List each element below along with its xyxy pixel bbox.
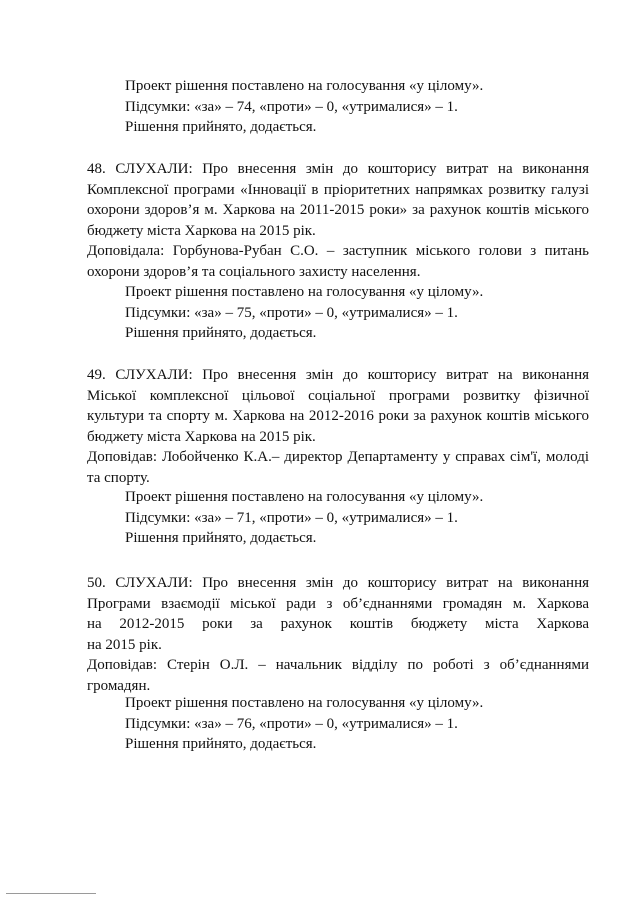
vote-decision: Рішення прийнято, додається. [125, 736, 317, 752]
vote-results: Підсумки: «за» – 76, «проти» – 0, «утрималися» – 1. [125, 715, 458, 732]
vote-block-top [125, 76, 483, 138]
vote-statement: Проект рішення поставлено на голосування «у цілому». [125, 78, 484, 94]
agenda-item-50 [87, 573, 589, 696]
heard-line: Комплексної програми «Інновації в пріоритетних напрямках розвитку галузі [87, 181, 589, 198]
agenda-item-48 [87, 159, 589, 282]
heard-line: Програми взаємодії міської ради з об’єднаннями громадян м. Харкова [87, 595, 589, 612]
agenda-item-49 [87, 365, 589, 488]
heard-line: на 2015 рік. [87, 636, 162, 653]
vote-decision: Рішення прийнято, додається. [125, 119, 317, 135]
footer-rule [6, 893, 96, 894]
heard-line: 50. СЛУХАЛИ: Про внесення змін до кошторису витрат на виконання [87, 575, 589, 591]
heard-line: культури та спорту м. Харкова на 2012-2016 роки за рахунок коштів міського [87, 408, 589, 424]
vote-statement: Проект рішення поставлено на голосування «у цілому». [125, 284, 484, 300]
vote-statement: Проект рішення поставлено на голосування «у цілому». [125, 695, 484, 711]
speaker-line: Доповідав: Стерін О.Л. – начальник відділу по роботі з об’єднаннями [87, 657, 589, 673]
vote-block-50 [125, 693, 483, 755]
vote-results: Підсумки: «за» – 75, «проти» – 0, «утрималися» – 1. [125, 304, 458, 321]
vote-block-48 [125, 282, 483, 344]
vote-decision: Рішення прийнято, додається. [125, 325, 317, 341]
speaker-line: Доповідав: Лобойченко К.А.– директор Департаменту у справах сім'ї, молоді [87, 449, 589, 465]
heard-line: бюджету міста Харкова на 2015 рік. [87, 222, 316, 239]
speaker-line: охорони здоров’я та соціального захисту населення. [87, 263, 421, 280]
speaker-line: Доповідала: Горбунова-Рубан С.О. – заступник міського голови з питань [87, 243, 589, 259]
heard-line: 49. СЛУХАЛИ: Про внесення змін до кошторису витрат на виконання [87, 367, 589, 383]
heard-line: на 2012-2015 роки за рахунок коштів бюджету міста Харкова [87, 616, 589, 632]
heard-line: 48. СЛУХАЛИ: Про внесення змін до кошторису витрат на виконання [87, 161, 589, 177]
vote-results: Підсумки: «за» – 71, «проти» – 0, «утрималися» – 1. [125, 509, 458, 526]
speaker-line: та спорту. [87, 469, 150, 486]
vote-block-49 [125, 487, 483, 549]
vote-statement: Проект рішення поставлено на голосування «у цілому». [125, 489, 484, 505]
vote-decision: Рішення прийнято, додається. [125, 530, 317, 546]
speaker-line: громадян. [87, 677, 151, 694]
vote-results: Підсумки: «за» – 74, «проти» – 0, «утрималися» – 1. [125, 98, 458, 115]
heard-line: Міської комплексної цільової соціальної програми розвитку фізичної [87, 387, 589, 404]
heard-line: охорони здоров’я м. Харкова на 2011-2015 роки» за рахунок коштів міського [87, 202, 589, 218]
heard-line: бюджету міста Харкова на 2015 рік. [87, 428, 316, 445]
